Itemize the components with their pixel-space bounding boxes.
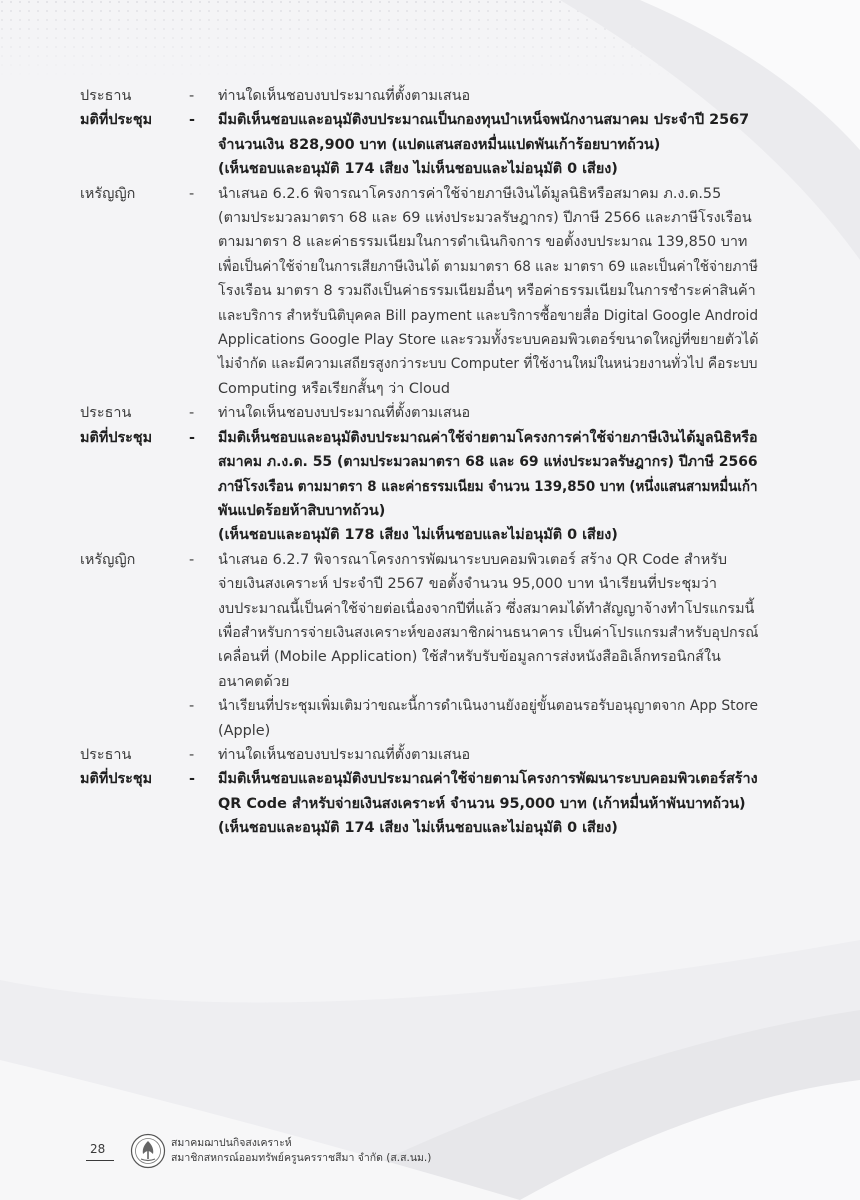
speaker-label: เหรัญญิก bbox=[80, 185, 136, 202]
entry-text-line: เคลื่อนที่ (Mobile Application) ใช้สำหรับรับข้อมูลการส่งหนังสืออิเล็กทรอนิกส์ใน bbox=[218, 649, 721, 666]
entry-text-line: (ตามประมวลมาตรา 68 และ 69 แห่งประมวลรัษฎากร) ปีภาษี 2566 และภาษีโรงเรือน bbox=[218, 210, 752, 227]
entry-text-line: ไม่จำกัด และมีความเสถียรสูงกว่าระบบ Computer ที่ใช้งานใหม่ในหน่วยงานทั่วไป คือระบบ bbox=[218, 356, 758, 373]
entry-text-line: ตามมาตรา 8 และค่าธรรมเนียมในการดำเนินกิจการ ขอตั้งงบประมาณ 139,850 บาท bbox=[218, 234, 748, 251]
entry-text-line: จ่ายเงินสงเคราะห์ ประจำปี 2567 ขอตั้งจำนวน 95,000 บาท นำเรียนที่ประชุมว่า bbox=[218, 576, 717, 593]
entry-text-line: (เห็นชอบและอนุมัติ 174 เสียง ไม่เห็นชอบและไม่อนุมัติ 0 เสียง) bbox=[218, 820, 618, 837]
minutes-entry bbox=[0, 548, 860, 694]
entry-text-line: นำเสนอ 6.2.7 พิจารณาโครงการพัฒนาระบบคอมพิวเตอร์ สร้าง QR Code สำหรับ bbox=[218, 551, 728, 568]
entry-text-line: ท่านใดเห็นชอบงบประมาณที่ตั้งตามเสนอ bbox=[218, 405, 471, 422]
entry-text-line: ภาษีโรงเรือน ตามมาตรา 8 และค่าธรรมเนียม จำนวน 139,850 บาท (หนึ่งแสนสามหมื่นเก้า bbox=[218, 478, 758, 495]
entry-text-line: นำเรียนที่ประชุมเพิ่มเติมว่าขณะนี้การดำเนินงานยังอยู่ขั้นตอนรอรับอนุญาตจาก App Store bbox=[218, 698, 759, 715]
minutes-entry bbox=[0, 743, 860, 767]
entry-text-line: มีมติเห็นชอบและอนุมัติงบประมาณค่าใช้จ่ายตามโครงการพัฒนาระบบคอมพิวเตอร์สร้าง bbox=[218, 771, 758, 788]
entry-dash: - bbox=[189, 405, 195, 422]
entry-text bbox=[218, 767, 758, 840]
entry-text-line: จำนวนเงิน 828,900 บาท (แปดแสนสองหมื่นแปดพันเก้าร้อยบาทถ้วน) bbox=[218, 136, 661, 153]
speaker-label: ประธาน bbox=[80, 746, 132, 763]
entry-dash: - bbox=[189, 185, 195, 202]
entry-text bbox=[218, 182, 758, 402]
entry-text-line: มีมติเห็นชอบและอนุมัติงบประมาณค่าใช้จ่ายตามโครงการค่าใช้จ่ายภาษีเงินได้มูลนิธิหรือ bbox=[218, 429, 758, 446]
entry-text-line: Applications Google Play Store และรวมทั้งระบบคอมพิวเตอร์ขนาดใหญ่ที่ขยายตัวได้ bbox=[218, 332, 759, 349]
organization-name bbox=[171, 1136, 431, 1166]
entry-dash: - bbox=[189, 88, 195, 104]
entry-text-line: นำเสนอ 6.2.6 พิจารณาโครงการค่าใช้จ่ายภาษีเงินได้มูลนิธิหรือสมาคม ภ.ง.ด.55 bbox=[218, 185, 722, 202]
speaker-label: มติที่ประชุม bbox=[80, 429, 153, 446]
page-number: 28 bbox=[90, 1142, 106, 1156]
speaker-label: เหรัญญิก bbox=[80, 551, 136, 568]
entry-text-line: Computing หรือเรียกสั้นๆ ว่า Cloud bbox=[218, 380, 451, 397]
minutes-entry bbox=[0, 84, 860, 108]
minutes-entry bbox=[0, 767, 860, 840]
entry-text bbox=[218, 426, 758, 548]
entry-text-line: QR Code สำหรับจ่ายเงินสงเคราะห์ จำนวน 95,000 บาท (เก้าหมื่นห้าพันบาทถ้วน) bbox=[218, 795, 746, 812]
entry-dash: - bbox=[189, 112, 195, 129]
entry-text-line: (Apple) bbox=[218, 722, 271, 739]
speaker-label: ประธาน bbox=[80, 88, 132, 104]
entry-text-line: (เห็นชอบและอนุมัติ 178 เสียง ไม่เห็นชอบและไม่อนุมัติ 0 เสียง) bbox=[218, 527, 618, 544]
entry-text bbox=[218, 401, 758, 425]
entry-dash: - bbox=[189, 429, 195, 446]
speaker-label: ประธาน bbox=[80, 405, 132, 422]
entry-text bbox=[218, 548, 758, 694]
entry-dash: - bbox=[189, 698, 195, 715]
entry-text-line: มีมติเห็นชอบและอนุมัติงบประมาณเป็นกองทุนบำเหน็จพนักงานสมาคม ประจำปี 2567 bbox=[218, 112, 750, 129]
entry-text-line: ท่านใดเห็นชอบงบประมาณที่ตั้งตามเสนอ bbox=[218, 88, 471, 104]
entry-dash: - bbox=[189, 771, 195, 788]
entry-text-line: อนาคตด้วย bbox=[218, 673, 290, 690]
entry-dash: - bbox=[189, 746, 195, 763]
entry-text-line: (เห็นชอบและอนุมัติ 174 เสียง ไม่เห็นชอบและไม่อนุมัติ 0 เสียง) bbox=[218, 161, 618, 178]
entry-text-line: และบริการ สำหรับนิติบุคคล Bill payment และบริการซื้อขายสื่อ Digital Google Android bbox=[218, 307, 759, 324]
entry-text-line: เพื่อเป็นค่าใช้จ่ายในการเสียภาษีเงินได้ ตามมาตรา 68 และ มาตรา 69 และเป็นค่าใช้จ่ายภาษี bbox=[218, 258, 758, 275]
minutes-entry bbox=[0, 694, 860, 743]
page-footer bbox=[0, 1132, 860, 1176]
entry-text-line: สมาคม ภ.ง.ด. 55 (ตามประมวลมาตรา 68 และ 69 แห่งประมวลรัษฎากร) ปีภาษี 2566 bbox=[218, 454, 758, 471]
entry-text bbox=[218, 694, 758, 743]
entry-text-line: งบประมาณนี้เป็นค่าใช้จ่ายต่อเนื่องจากปีที่แล้ว ซึ่งสมาคมได้ทำสัญญาจ้างทำโปรแกรมนี้ bbox=[218, 600, 755, 617]
speaker-label: มติที่ประชุม bbox=[80, 771, 153, 788]
entry-text bbox=[218, 108, 758, 181]
minutes-entry bbox=[0, 182, 860, 402]
minutes-body bbox=[0, 84, 860, 841]
entry-text bbox=[218, 84, 758, 108]
page-number-underline bbox=[86, 1160, 114, 1161]
speaker-label: มติที่ประชุม bbox=[80, 112, 153, 129]
entry-text-line: ท่านใดเห็นชอบงบประมาณที่ตั้งตามเสนอ bbox=[218, 746, 471, 763]
entry-text-line: เพื่อสำหรับการจ่ายเงินสงเคราะห์ของสมาชิกผ่านธนาคาร เป็นค่าโปรแกรมสำหรับอุปกรณ์ bbox=[218, 624, 759, 641]
minutes-entry bbox=[0, 401, 860, 425]
entry-dash: - bbox=[189, 551, 195, 568]
entry-text-line: โรงเรือน มาตรา 8 รวมถึงเป็นค่าธรรมเนียมอื่นๆ หรือค่าธรรมเนียมในการชำระค่าสินค้า bbox=[218, 283, 756, 300]
entry-text-line: พันแปดร้อยห้าสิบบาทถ้วน) bbox=[218, 502, 386, 519]
entry-text bbox=[218, 743, 758, 767]
organization-name-line-1: สมาคมฌาปนกิจสงเคราะห์ bbox=[171, 1137, 292, 1149]
minutes-entry bbox=[0, 108, 860, 181]
association-seal-icon bbox=[130, 1133, 166, 1169]
organization-name-line-2: สมาชิกสหกรณ์ออมทรัพย์ครูนครราชสีมา จำกัด (ส.ส.นม.) bbox=[171, 1152, 432, 1164]
minutes-entry bbox=[0, 426, 860, 548]
